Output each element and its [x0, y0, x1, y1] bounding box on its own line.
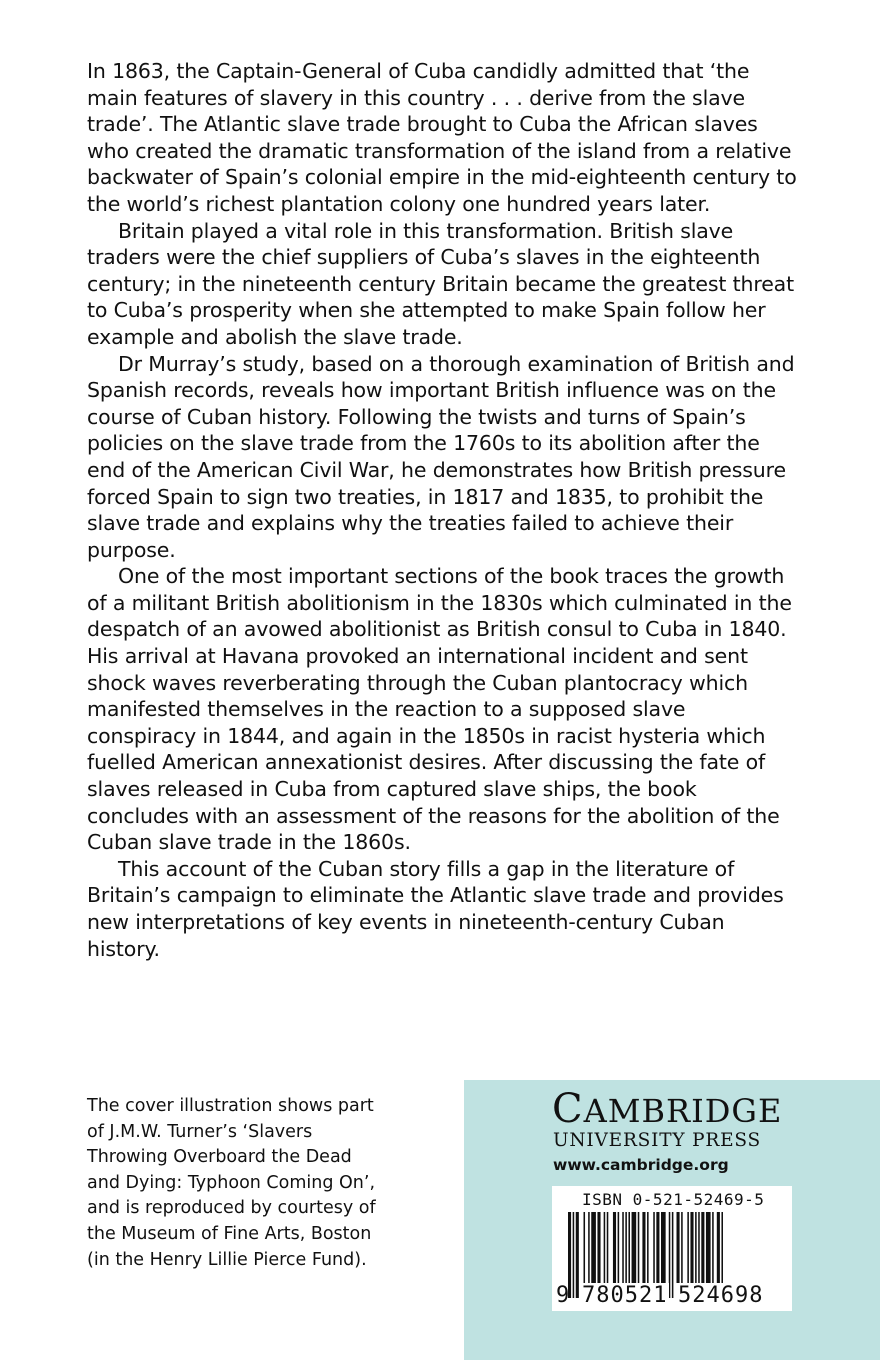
barcode-area [552, 1186, 792, 1311]
ean-digit-first: 9 [556, 1283, 570, 1308]
barcode-bar [573, 1212, 575, 1298]
publisher-subtitle: UNIVERSITY PRESS [553, 1130, 761, 1151]
barcode-bar [672, 1212, 674, 1298]
publisher-name-rest: AMBRIDGE [583, 1092, 783, 1130]
ean-digits-right: 524698 [678, 1283, 764, 1308]
isbn-label: ISBN 0-521-52469-5 [582, 1190, 765, 1209]
publisher-url: www.cambridge.org [553, 1156, 729, 1174]
blurb-paragraph: Dr Murray’s study, based on a thorough examination of British and Spanish records, reveals how important British influence was on the course of Cuban history. Following the twists and turns of Spain’s policies on the slave trade from the 1760s to its abolition after the end of the American Civil War, he demonstrates how British pressure forced Spain to sign two treaties, in 1817 and 1835, to prohibit the slave trade and explains why the treaties failed to achieve their purpose. [87, 351, 795, 562]
publisher-name [552, 1086, 802, 1132]
blurb-paragraph: Britain played a vital role in this transformation. British slave traders were the chief suppliers of Cuba’s slaves in the eighteenth century; in the nineteenth century Britain became the greatest threat to Cuba’s prosperity when she attempted to make Spain follow her example and abolish the slave trade. [87, 218, 794, 349]
ean-digits-left: 780521 [582, 1283, 668, 1308]
barcode-bar [576, 1212, 579, 1298]
blurb-paragraph: In 1863, the Captain-General of Cuba candidly admitted that ‘the main features of slavery in this country . . . derive from the slave trade’. The Atlantic slave trade brought to Cuba the African slaves who created the dramatic transformation of the island from a relative backwater of Spain’s colonial empire in the mid-eighteenth century to the world’s richest plantation colony one hundred years later. [87, 59, 797, 216]
publisher-panel [464, 1080, 880, 1360]
blurb-paragraph: This account of the Cuban story fills a gap in the literature of Britain’s campaign to eliminate the Atlantic slave trade and provides new interpretations of key events in nineteenth-century Cuban history. [87, 856, 784, 961]
blurb-paragraph: One of the most important sections of the book traces the growth of a militant British abolitionism in the 1830s which culminated in the despatch of an avowed abolitionist as British consul to Cuba in 1840. His arrival at Havana provoked an international incident and sent shock waves reverberating through the Cuban plantocracy which manifested themselves in the reaction to a supposed slave conspiracy in 1844, and again in the 1850s in racist hysteria which fuelled American annexationist desires. After discussing the fate of slaves released in Cuba from captured slave ships, the book concludes with an assessment of the reasons for the abolition of the Cuban slave trade in the 1860s. [87, 564, 792, 855]
publisher-name-initial: C [552, 1086, 584, 1132]
back-cover-blurb [87, 58, 799, 962]
cover-illustration-credit: The cover illustration shows part of J.M.W. Turner’s ‘Slavers Throwing Overboard the Dead and Dying: Typhoon Coming On’, and is reproduced by courtesy of the Museum of Fine Arts, Boston (in the Henry Lillie Pierce Fund). [87, 1096, 376, 1270]
